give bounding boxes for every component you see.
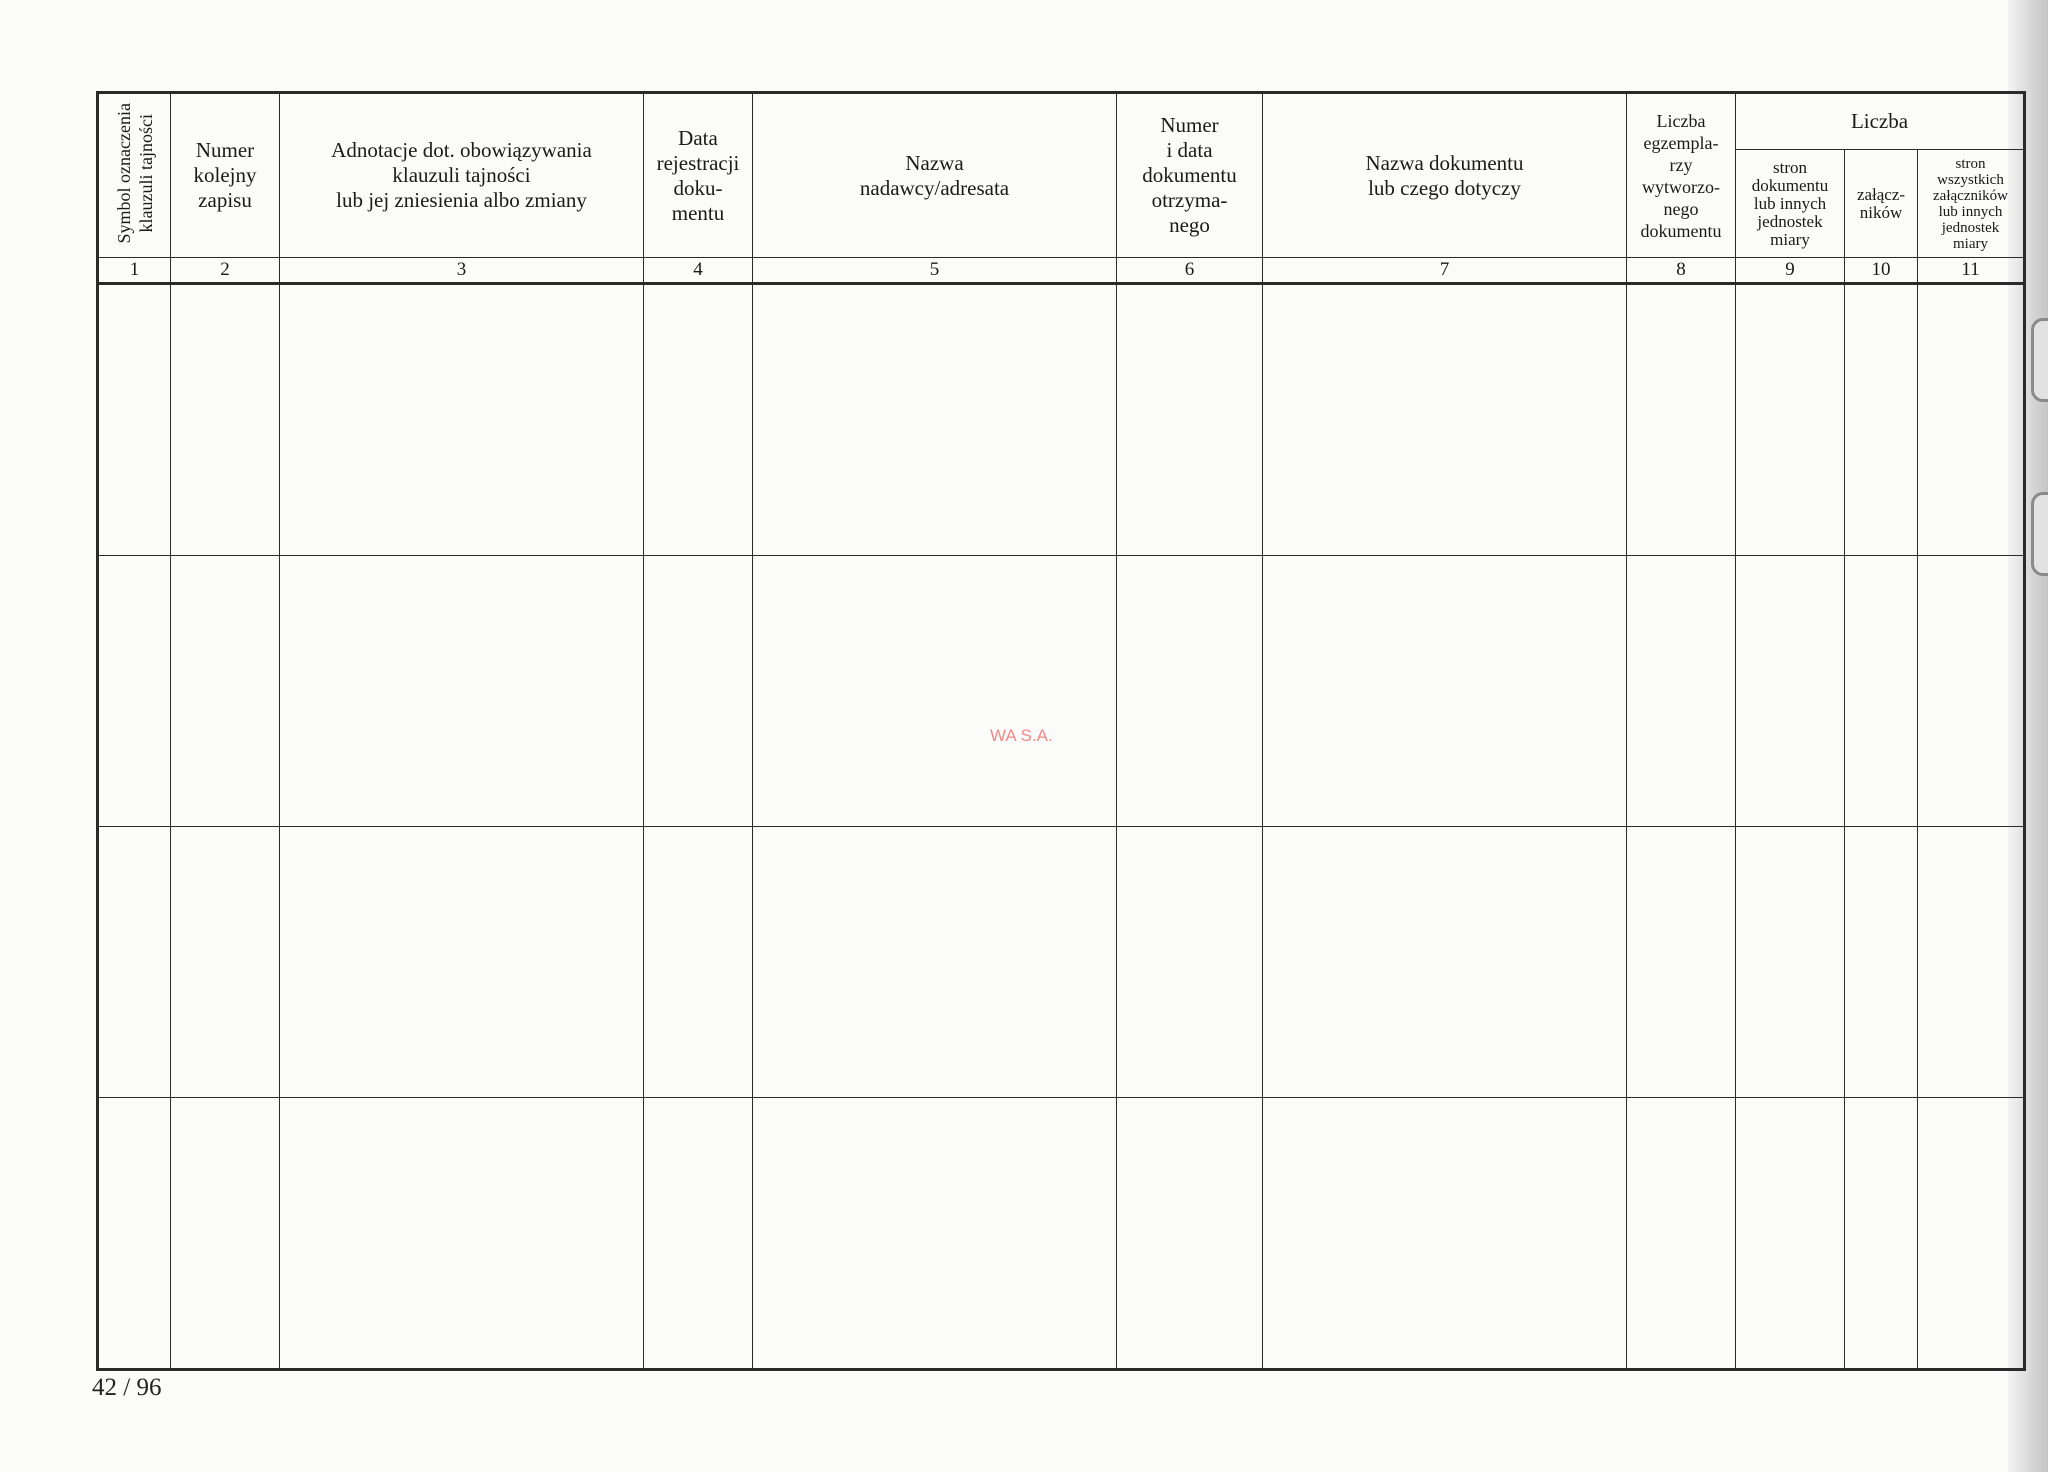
table-cell[interactable]	[1918, 1098, 2025, 1370]
table-cell[interactable]	[1627, 827, 1736, 1098]
column-number: 11	[1918, 258, 2025, 284]
column-number: 3	[280, 258, 644, 284]
table-cell[interactable]	[644, 284, 753, 556]
page-number: 42 / 96	[92, 1374, 162, 1401]
table-cell[interactable]	[1736, 827, 1845, 1098]
table-cell[interactable]	[644, 556, 753, 827]
table-cell[interactable]	[280, 827, 644, 1098]
table-row	[98, 827, 2025, 1098]
table-cell[interactable]	[1918, 827, 2025, 1098]
table-cell[interactable]	[1845, 284, 1918, 556]
table-row	[98, 1098, 2025, 1370]
header-stron-dokumentu: stron dokumentu lub innych jednostek miary	[1736, 150, 1845, 258]
column-number: 6	[1117, 258, 1263, 284]
table-cell[interactable]	[98, 827, 171, 1098]
header-zalacznikow: załącz- ników	[1845, 150, 1918, 258]
table-cell[interactable]	[644, 827, 753, 1098]
table-cell[interactable]	[1627, 556, 1736, 827]
table-cell[interactable]	[1263, 827, 1627, 1098]
header-adnotacje: Adnotacje dot. obowiązywania klauzuli tajności lub jej zniesienia albo zmiany	[280, 93, 644, 258]
header-nazwa-dokumentu: Nazwa dokumentu lub czego dotyczy	[1263, 93, 1627, 258]
table-cell[interactable]	[1263, 1098, 1627, 1370]
table-cell[interactable]	[753, 284, 1117, 556]
table-cell[interactable]	[280, 556, 644, 827]
table-cell[interactable]	[644, 1098, 753, 1370]
column-number: 2	[171, 258, 280, 284]
table-cell[interactable]	[753, 827, 1117, 1098]
header-liczba-egzemplarzy: Liczba egzempla- rzy wytworzo- nego dokumentu	[1627, 93, 1736, 258]
column-number: 9	[1736, 258, 1845, 284]
binder-hole-bottom	[2031, 492, 2048, 576]
column-number: 1	[98, 258, 171, 284]
column-number: 10	[1845, 258, 1918, 284]
table-cell[interactable]	[1117, 556, 1263, 827]
table-cell[interactable]	[1736, 556, 1845, 827]
column-number: 5	[753, 258, 1117, 284]
header-symbol-klauzuli: Symbol oznaczenia klauzuli tajności	[98, 93, 171, 258]
column-number-row	[98, 258, 2025, 284]
column-number: 8	[1627, 258, 1736, 284]
column-number: 7	[1263, 258, 1627, 284]
table-row	[98, 284, 2025, 556]
binder-hole-top	[2031, 318, 2048, 402]
header-row-top	[98, 93, 2025, 150]
table-cell[interactable]	[171, 556, 280, 827]
table-cell[interactable]	[1627, 1098, 1736, 1370]
header-group-liczba: Liczba	[1736, 93, 2025, 150]
table-row	[98, 556, 2025, 827]
table-cell[interactable]	[171, 284, 280, 556]
table-cell[interactable]	[1736, 1098, 1845, 1370]
table-cell[interactable]	[1845, 1098, 1918, 1370]
header-nazwa-nadawcy: Nazwa nadawcy/adresata	[753, 93, 1117, 258]
table-cell[interactable]	[1263, 556, 1627, 827]
table-cell[interactable]	[280, 1098, 644, 1370]
column-number: 4	[644, 258, 753, 284]
table-cell[interactable]	[171, 1098, 280, 1370]
table-cell[interactable]	[1263, 284, 1627, 556]
header-numer-data-dokumentu: Numer i data dokumentu otrzyma- nego	[1117, 93, 1263, 258]
table-cell[interactable]	[1845, 556, 1918, 827]
table-cell[interactable]	[1918, 284, 2025, 556]
table-cell[interactable]	[753, 556, 1117, 827]
table-cell[interactable]	[753, 1098, 1117, 1370]
table-cell[interactable]	[1117, 1098, 1263, 1370]
table-cell[interactable]	[1117, 284, 1263, 556]
table-cell[interactable]	[98, 1098, 171, 1370]
table-cell[interactable]	[98, 556, 171, 827]
table-cell[interactable]	[98, 284, 171, 556]
table-cell[interactable]	[1117, 827, 1263, 1098]
table-cell[interactable]	[1736, 284, 1845, 556]
header-data-rejestracji: Data rejestracji doku- mentu	[644, 93, 753, 258]
watermark: WA S.A.	[990, 726, 1053, 745]
header-stron-zalacznikow: stron wszystkich załączników lub innych jednostek miary	[1918, 150, 2025, 258]
table-cell[interactable]	[1845, 827, 1918, 1098]
table-cell[interactable]	[1918, 556, 2025, 827]
header-numer-kolejny: Numer kolejny zapisu	[171, 93, 280, 258]
table-cell[interactable]	[280, 284, 644, 556]
register-table	[96, 91, 2026, 1371]
table-cell[interactable]	[171, 827, 280, 1098]
table-cell[interactable]	[1627, 284, 1736, 556]
